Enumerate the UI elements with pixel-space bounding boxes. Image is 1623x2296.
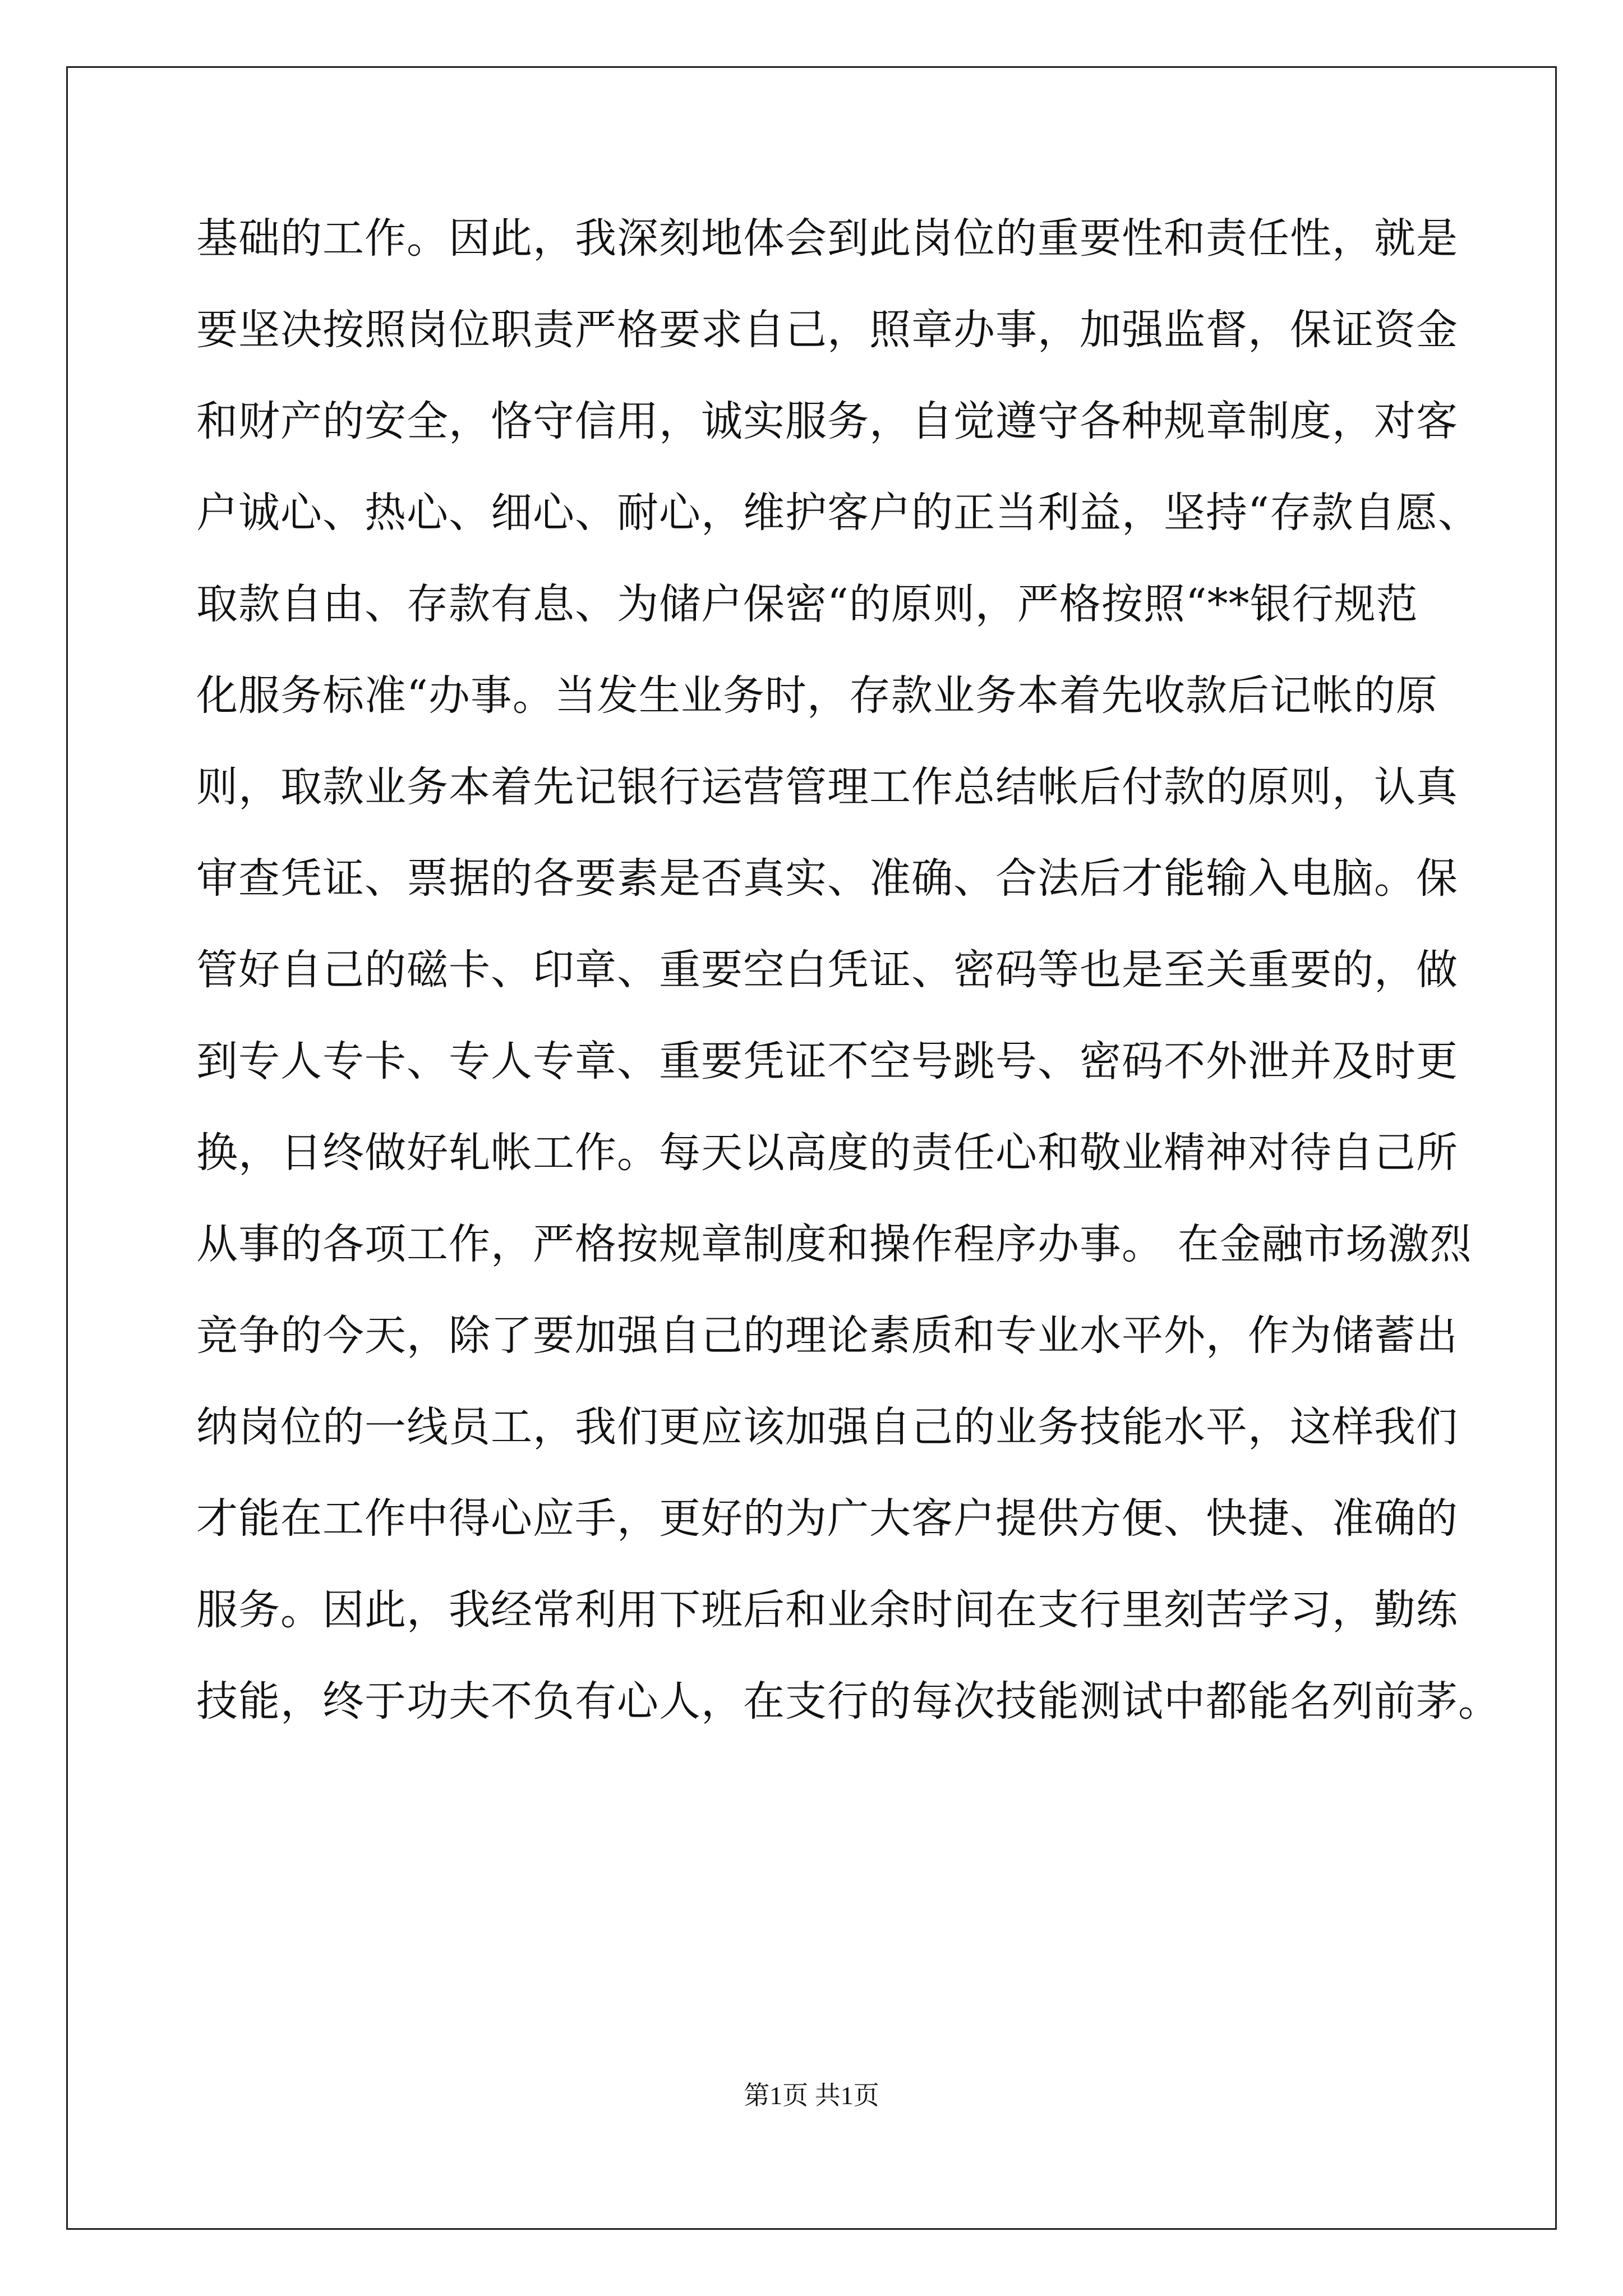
text-line-16: 服务。因此，我经常利用下班后和业余时间在支行里刻苦学习，勤练 — [196, 1586, 1458, 1634]
text-line-2: 要坚决按照岗位职责严格要求自己，照章办事，加强监督，保证资金 — [196, 306, 1458, 354]
text-line-10: 到专人专卡、专人专章、重要凭证不空号跳号、密码不外泄并及时更 — [196, 1037, 1458, 1085]
text-line-6: 化服务标准“办事。当发生业务时，存款业务本着先收款后记帐的原 — [196, 671, 1438, 720]
text-line-7: 则，取款业务本着先记银行运营管理工作总结帐后付款的原则，认真 — [196, 763, 1458, 811]
text-line-4: 户诚心、热心、细心、耐心，维护客户的正当利益，坚持“存款自愿、 — [196, 489, 1480, 537]
text-line-8: 审查凭证、票据的各要素是否真实、准确、合法后才能输入电脑。保 — [196, 854, 1458, 903]
text-line-11: 换，日终做好轧帐工作。每天以高度的责任心和敬业精神对待自己所 — [196, 1129, 1458, 1177]
text-line-17: 技能，终于功夫不负有心人，在支行的每次技能测试中都能名列前茅。 — [196, 1677, 1500, 1726]
text-line-12: 从事的各项工作，严格按规章制度和操作程序办事。 在金融市场激烈 — [196, 1220, 1472, 1268]
text-line-3: 和财产的安全，恪守信用，诚实服务，自觉遵守各种规章制度，对客 — [196, 397, 1458, 445]
text-line-15: 才能在工作中得心应手，更好的为广大客户提供方便、快捷、准确的 — [196, 1494, 1458, 1543]
text-line-13: 竞争的今天，除了要加强自己的理论素质和专业水平外，作为储蓄出 — [196, 1312, 1458, 1360]
text-line-1: 基础的工作。因此，我深刻地体会到此岗位的重要性和责任性，就是 — [196, 214, 1458, 263]
text-line-9: 管好自己的磁卡、印章、重要空白凭证、密码等也是至关重要的，做 — [196, 946, 1458, 994]
page-number-footer: 第1页 共1页 — [744, 2081, 879, 2110]
text-line-14: 纳岗位的一线员工，我们更应该加强自己的业务技能水平，这样我们 — [196, 1403, 1458, 1451]
text-line-5: 取款自由、存款有息、为储户保密“的原则，严格按照“**银行规范 — [196, 580, 1418, 628]
